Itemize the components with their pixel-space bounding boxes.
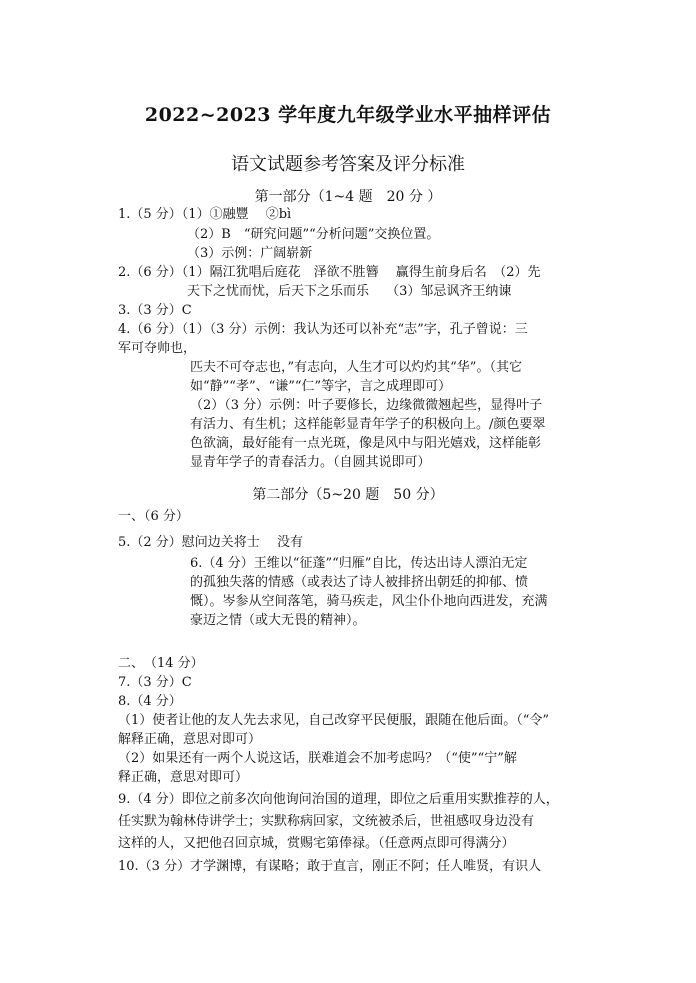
answer-line: 豪迈之情（或大无畏的精神）。 bbox=[190, 613, 366, 628]
part1-heading: 第一部分（1~4 题 20 分 ） bbox=[254, 189, 442, 205]
answer-line: （2）如果还有一两个人说这话，朕难道会不加考虑吗？（“使”“宁”解 bbox=[118, 751, 517, 766]
answer-line: 3.（3 分）C bbox=[118, 303, 192, 318]
document-title: 2022~2023 学年度九年级学业水平抽样评估 bbox=[144, 104, 552, 126]
answer-line: 释正确，意思对即可） bbox=[118, 770, 249, 785]
answer-line: （2）B “研究问题”“分析问题”交换位置。 bbox=[187, 227, 440, 242]
answer-line: 5.（2 分）慰问边关将士 没有 bbox=[118, 535, 303, 550]
answer-line: 这样的人，又把他召回京城，赏赐宅第俸禄。（任意两点即可得满分） bbox=[118, 836, 515, 851]
answer-line: 9.（4 分）即位之前多次向他询问治国的道理，即位之后重用实默推荐的人， bbox=[118, 792, 559, 807]
answer-line: 一、（6 分） bbox=[118, 509, 189, 524]
answer-line: 如“静”“孝”、“谦”“仁”等字，言之成理即可） bbox=[190, 379, 452, 394]
answer-line: 显青年学子的青春活力。（自圆其说即可） bbox=[190, 455, 431, 470]
answer-line: 任实默为翰林侍讲学士；实默称病回家，文统被杀后，世祖感叹身边没有 bbox=[118, 814, 535, 829]
part2-heading: 第二部分（5~20 题 50 分） bbox=[252, 487, 444, 503]
answer-line: 匹夫不可夺志也，”有志向，人生才可以灼灼其“华”。（其它 bbox=[190, 360, 522, 375]
answer-line: 6.（4 分）王维以“征蓬”“归雁”自比，传达出诗人漂泊无定 bbox=[190, 556, 528, 571]
answer-line: 色欲滴，最好能有一点光斑，像是风中与阳光嬉戏，这样能彰 bbox=[190, 436, 542, 451]
answer-line: 军可夺帅也， bbox=[118, 341, 197, 356]
answer-line: 7.（3 分）C bbox=[118, 675, 192, 690]
answer-line: 天下之忧而忧，后天下之乐而乐 （3）邹忌讽齐王纳谏 bbox=[187, 284, 512, 299]
answer-line: 二、 （14 分） bbox=[118, 656, 204, 671]
answer-line: 4.（6 分）（1）（3 分）示例：我认为还可以补充“志”字，孔子曾说：三 bbox=[118, 322, 528, 337]
answer-line: 有活力、有生机；这样能彰显青年学子的积极向上。/颜色要翠 bbox=[190, 417, 546, 432]
document-subtitle: 语文试题参考答案及评分标准 bbox=[231, 154, 465, 175]
answer-line: （1）使者让他的友人先去求见，自己改穿平民便服，跟随在他后面。（“令” bbox=[118, 713, 550, 728]
answer-line: 1.（5 分）（1）①融豐 ②bì bbox=[118, 207, 292, 222]
answer-line: 10.（3 分）才学渊博，有谋略；敢于直言，刚正不阿；任人唯贤，有识人 bbox=[118, 859, 542, 874]
answer-line: 2.（6 分）（1）隔江犹唱后庭花 泽欲不胜簪 赢得生前身后名 （2）先 bbox=[118, 265, 541, 280]
answer-line: （3）示例：广阔崭新 bbox=[187, 246, 313, 261]
answer-line: 的孤独失落的情感（或表达了诗人被排挤出朝廷的抑郁、愤 bbox=[190, 575, 529, 590]
answer-line: 8.（4 分） bbox=[118, 694, 182, 709]
answer-line: 慨）。岑参从空间落笔，骑马疾走，风尘仆仆地向西进发，充满 bbox=[190, 594, 548, 609]
answer-line: 解释正确，意思对即可） bbox=[118, 732, 262, 747]
answer-line: （2）（3 分）示例：叶子要修长，边缘微微翘起些，显得叶子 bbox=[190, 398, 543, 413]
